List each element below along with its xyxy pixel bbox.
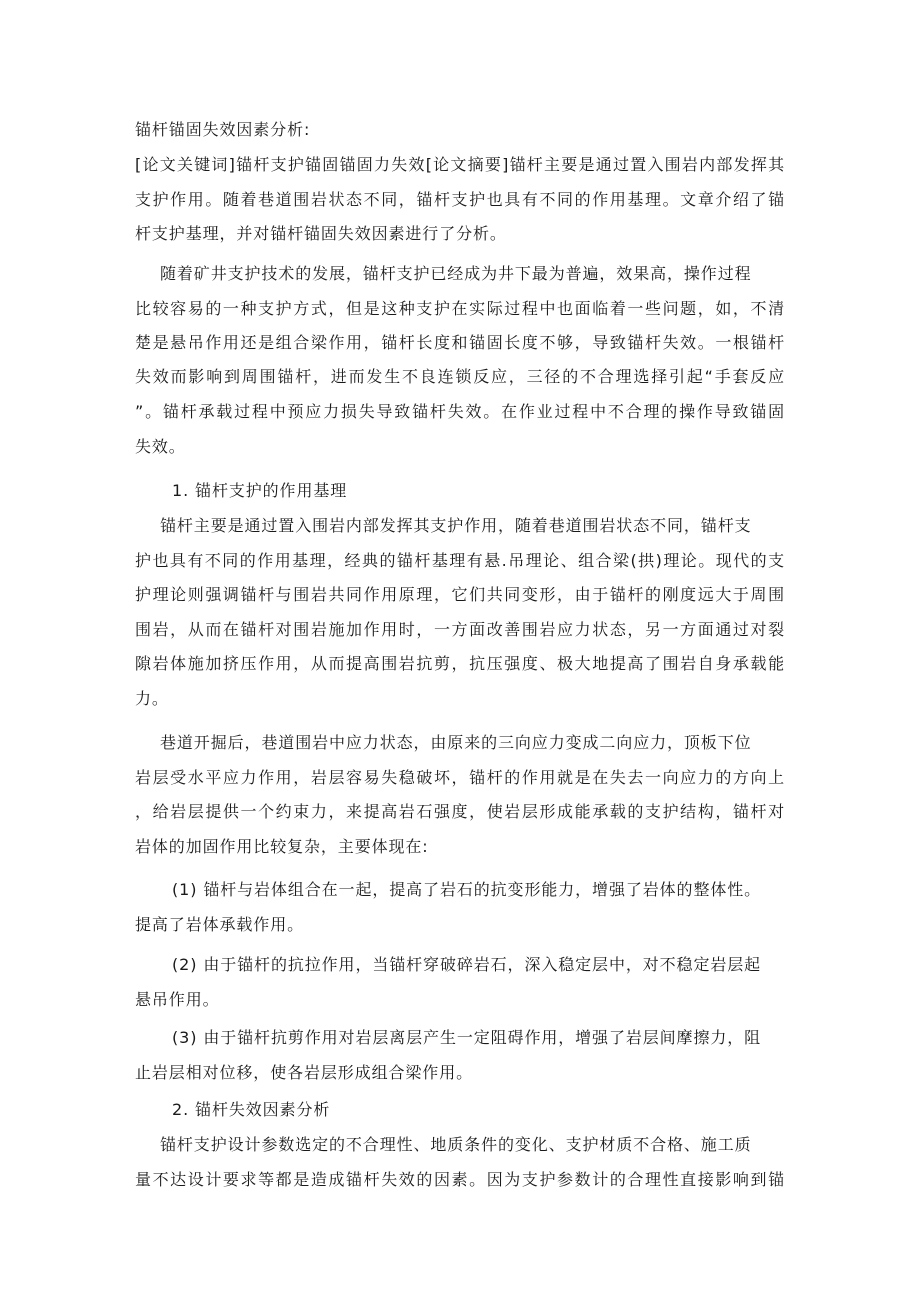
intro-line-4: 失效而影响到周围锚杆，进而发生不良连锁反应，三径的不合理选择引起“手套反应 — [135, 367, 785, 386]
list-item-2-line-1: (2) 由于锚杆的抗拉作用，当锚杆穿破碎岩石，深入稳定层中，对不稳定岩层起 — [172, 955, 762, 974]
section-2-p1-line-2: 量不达设计要求等都是造成锚杆失效的因素。因为支护参数计的合理性直接影响到锚 — [135, 1170, 785, 1189]
list-item-1-line-2: 提高了岩体承载作用。 — [135, 915, 305, 934]
document-title: 锚杆锚固失效因素分析: — [135, 120, 311, 139]
abstract-line-2: 支护作用。随着巷道围岩状态不同，锚杆支护也具有不同的作用基理。文章介绍了锚 — [135, 190, 785, 209]
list-item-3-line-2: 止岩层相对位移，使各岩层形成组合梁作用。 — [135, 1063, 474, 1082]
abstract-line-1: [论文关键词]锚杆支护锚固锚固力失效[论文摘要]锚杆主要是通过置入围岩内部发挥其 — [135, 155, 785, 174]
section-1-p2-line-3: ，给岩层提供一个约束力，来提高岩石强度，使岩层形成能承载的支护结构，锚杆对 — [135, 802, 785, 821]
intro-line-1: 随着矿井支护技术的发展，锚杆支护已经成为井下最为普遍，效果高，操作过程 — [160, 264, 752, 283]
section-1-p1-line-2: 护也具有不同的作用基理，经典的锚杆基理有悬.吊理论、组合梁(拱)理论。现代的支 — [135, 551, 785, 570]
abstract-line-3: 杆支护基理，并对锚杆锚固失效因素进行了分析。 — [135, 224, 507, 243]
section-1-p1-line-5: 隙岩体施加挤压作用，从而提高围岩抗剪，抗压强度、极大地提高了围岩自身承载能 — [135, 654, 785, 673]
intro-line-6: 失效。 — [135, 437, 186, 456]
intro-line-5: ”。锚杆承载过程中预应力损失导致锚杆失效。在作业过程中不合理的操作导致锚固 — [135, 402, 785, 421]
section-1-p1-line-1: 锚杆主要是通过置入围岩内部发挥其支护作用，随着巷道围岩状态不同，锚杆支 — [160, 516, 752, 535]
list-item-1-line-1: (1) 锚杆与岩体组合在一起，提高了岩石的抗变形能力，增强了岩体的整体性。 — [172, 880, 762, 899]
intro-line-2: 比较容易的一种支护方式，但是这种支护在实际过程中也面临着一些问题，如，不清 — [135, 299, 785, 318]
list-item-2-line-2: 悬吊作用。 — [135, 990, 220, 1009]
section-2-heading: 2. 锚杆失效因素分析 — [172, 1100, 331, 1119]
section-1-p1-line-6: 力。 — [135, 689, 169, 708]
section-1-p2-line-4: 岩体的加固作用比较复杂，主要体现在: — [135, 837, 429, 856]
section-1-p1-line-4: 围岩，从而在锚杆对围岩施加作用时，一方面改善围岩应力状态，另一方面通过对裂 — [135, 620, 785, 639]
section-1-p2-line-1: 巷道开掘后，巷道围岩中应力状态，由原来的三向应力变成二向应力，顶板下位 — [160, 733, 752, 752]
section-2-p1-line-1: 锚杆支护设计参数选定的不合理性、地质条件的变化、支护材质不合格、施工质 — [160, 1135, 752, 1154]
section-1-p1-line-3: 护理论则强调锚杆与围岩共同作用原理，它们共同变形，由于锚杆的刚度远大于周围 — [135, 585, 785, 604]
section-1-heading: 1. 锚杆支护的作用基理 — [172, 481, 348, 500]
list-item-3-line-1: (3) 由于锚杆抗剪作用对岩层离层产生一定阻碍作用，增强了岩层间摩擦力，阻 — [172, 1028, 762, 1047]
section-1-p2-line-2: 岩层受水平应力作用，岩层容易失稳破坏，锚杆的作用就是在失去一向应力的方向上 — [135, 768, 785, 787]
intro-line-3: 楚是悬吊作用还是组合梁作用，锚杆长度和锚固长度不够，导致锚杆失效。一根锚杆 — [135, 333, 785, 352]
